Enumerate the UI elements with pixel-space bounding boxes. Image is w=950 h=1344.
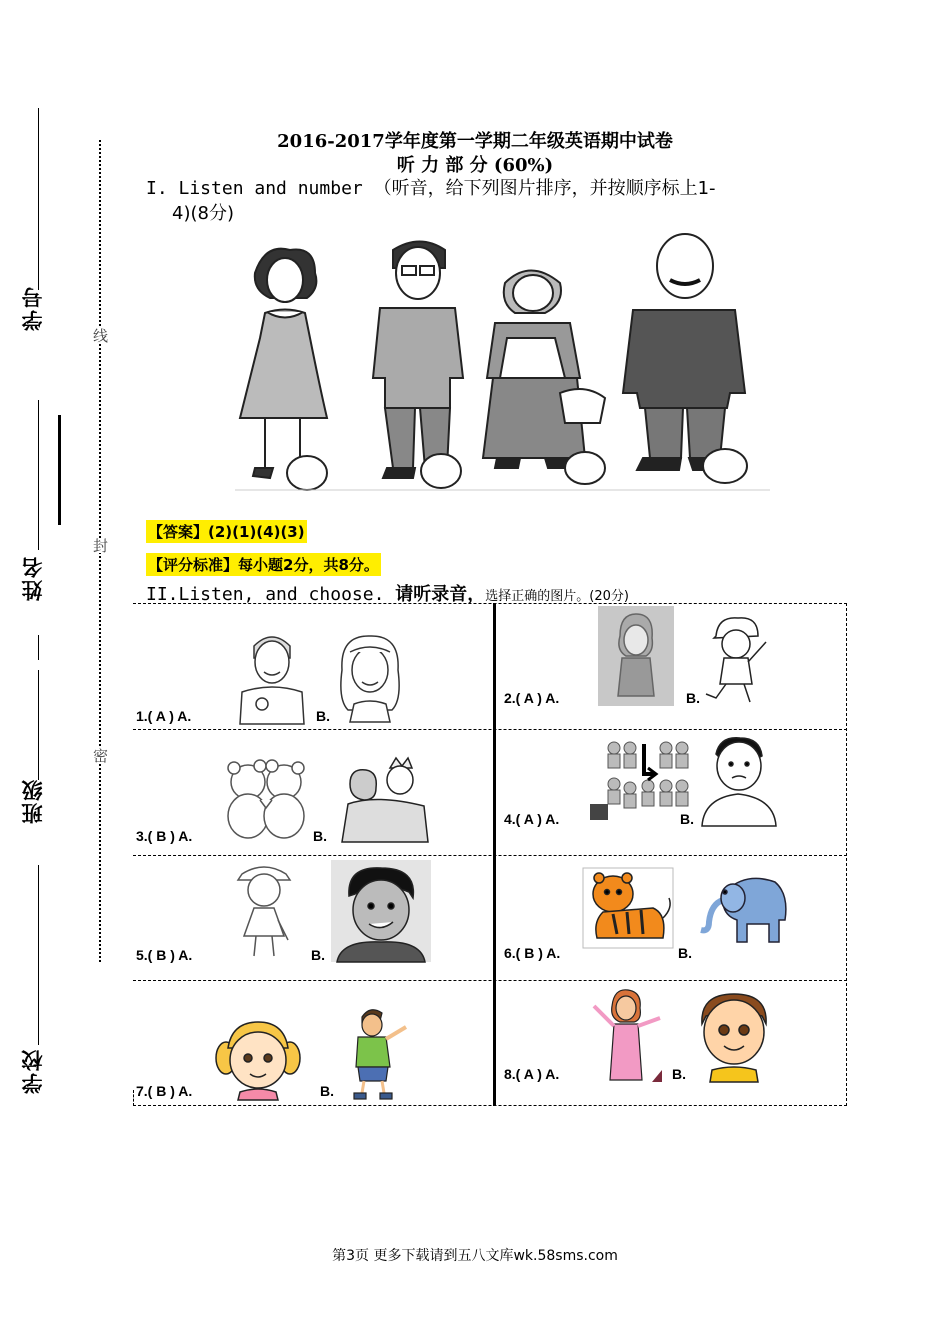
grandmother-figure: [483, 271, 605, 485]
question-3-label: 3.( B ) A.: [136, 828, 193, 844]
question-6-b-label: B.: [678, 945, 692, 961]
exam-subtitle: 听 力 部 分 (60%): [396, 155, 554, 176]
q1-girl-image: [332, 630, 408, 722]
binding-line-5: [38, 865, 39, 1045]
q8-boy-image: [692, 990, 776, 1082]
question-5-b-label: B.: [311, 947, 325, 963]
question-7-b-label: B.: [320, 1083, 334, 1099]
section1-heading: [146, 176, 826, 226]
q8-woman-image: [586, 986, 666, 1082]
seal-char-close: 密: [91, 748, 109, 763]
question-5-label: 5.( B ) A.: [136, 947, 193, 963]
q1-man-image: [232, 628, 312, 724]
grid-row-line-3: [133, 980, 847, 981]
family-illustration: [215, 228, 775, 496]
q2-girl-image: [702, 612, 770, 704]
binding-line-4: [38, 670, 39, 780]
section1-heading-cn: （听音，给下列图片排序，并按顺序标上1-: [373, 178, 716, 199]
page-footer: 第3页 更多下载请到五八文库wk.58sms.com: [332, 1248, 618, 1264]
q6-tiger-image: [583, 868, 673, 948]
section2-heading-cn: 请听录音，: [395, 584, 486, 605]
question-1-label: 1.( A ) A.: [136, 708, 192, 724]
class-label: 班级: [21, 778, 45, 824]
q4-boy-image: [698, 734, 780, 826]
q3-hug-image: [336, 754, 432, 842]
question-8-b-label: B.: [672, 1066, 686, 1082]
question-1-b-label: B.: [316, 708, 330, 724]
woman-figure: [240, 249, 327, 490]
binding-line-3: [38, 635, 39, 660]
grid-left-edge: [133, 1090, 134, 1106]
q3-bears-image: [218, 756, 314, 842]
q7-boy-image: [340, 1005, 412, 1101]
question-4-b-label: B.: [680, 811, 694, 827]
section1-scoring: 【评分标准】每小题2分，共8分。: [146, 553, 381, 576]
q6-elephant-image: [697, 860, 791, 952]
school-label: 学校: [21, 1048, 45, 1094]
grandfather-figure: [623, 234, 747, 483]
section1-answer: 【答案】(2)(1)(4)(3): [146, 520, 307, 543]
seal-char-seal: 封: [91, 538, 109, 553]
section1-heading-line2: 4)(8分): [172, 203, 234, 224]
q5-girl-image: [228, 858, 300, 958]
exam-title: 2016-2017学年度第一学期二年级英语期中试卷: [277, 131, 673, 152]
question-4-label: 4.( A ) A.: [504, 811, 560, 827]
binding-line-2: [38, 400, 39, 550]
question-6-label: 6.( B ) A.: [504, 945, 561, 961]
q5-boy-image: [331, 860, 431, 962]
student-id-label: 学号: [21, 285, 45, 331]
grid-center-line: [493, 603, 496, 1106]
section1-heading-en: I. Listen and number: [146, 178, 374, 199]
q4-monkeys-image: [586, 738, 696, 824]
binding-line-thick: [58, 415, 61, 525]
name-label: 姓名: [21, 555, 45, 601]
question-7-label: 7.( B ) A.: [136, 1083, 193, 1099]
grid-row-line-2: [133, 855, 847, 856]
q7-girl-image: [212, 1018, 304, 1100]
grid-row-line-1: [133, 729, 847, 730]
question-2-label: 2.( A ) A.: [504, 690, 560, 706]
section2-heading-small: 选择正确的图片。(20分): [485, 589, 629, 604]
question-3-b-label: B.: [313, 828, 327, 844]
question-8-label: 8.( A ) A.: [504, 1066, 560, 1082]
section2-heading-en: II.Listen, and choose.: [146, 584, 396, 605]
question-2-b-label: B.: [686, 690, 700, 706]
q2-woman-image: [598, 606, 674, 706]
seal-char-line: 线: [91, 328, 109, 343]
father-figure: [373, 242, 463, 489]
